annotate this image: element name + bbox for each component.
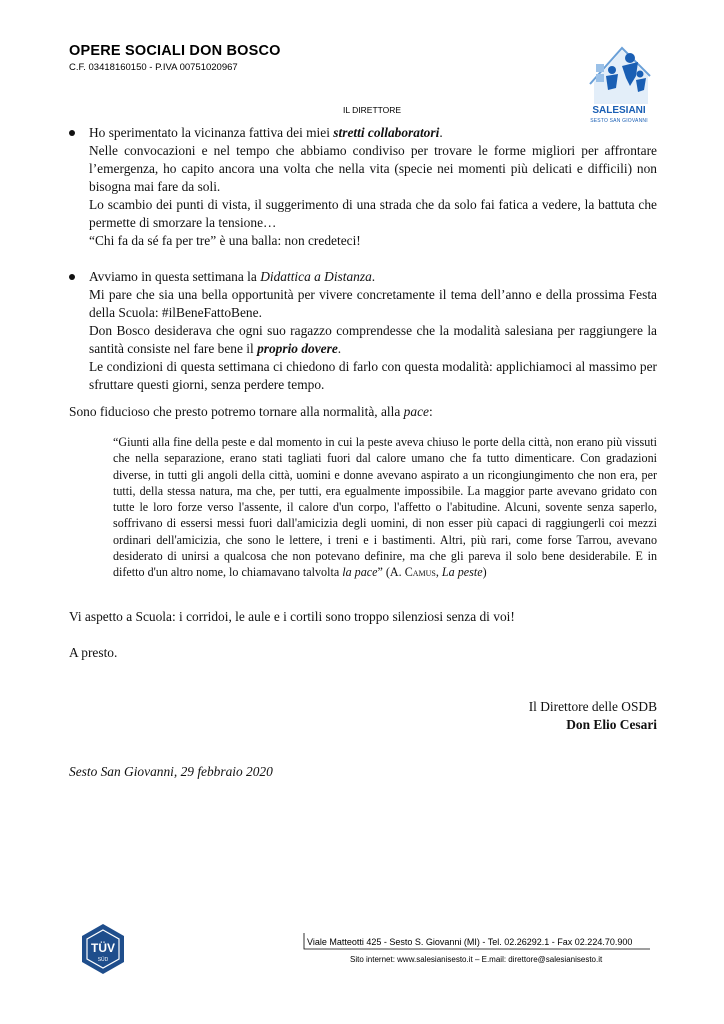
organization-name: OPERE SOCIALI DON BOSCO [69,43,281,59]
bullet-line: Ho sperimentato la vicinanza fattiva dei miei stretti collaboratori. [89,125,443,140]
bullet-icon [69,274,75,280]
document-role: IL DIRETTORE [343,105,402,115]
tuv-certification-icon [76,922,130,976]
bullet-item [69,124,657,250]
logo-subtext: SESTO SAN GIOVANNI [590,118,648,124]
document-date: Sesto San Giovanni, 29 febbraio 2020 [69,764,273,779]
tuv-badge-subtext: SÜD [97,957,109,963]
tuv-badge-text: TÜV [91,941,115,955]
tax-info: C.F. 03418160150 - P.IVA 00751020967 [69,62,238,73]
footer-address: Viale Matteotti 425 - Sesto S. Giovanni (MI) - Tel. 02.26292.1 - Fax 02.224.70.900 [307,937,633,947]
logo-text: SALESIANI [592,105,646,116]
bullet-line: Nelle convocazioni e nel tempo che abbiamo condiviso per trovare le forme migliori per affrontare l’emergenza, ho capito ancora una volta che nella vita (specie nei momenti più delicati e difficili) non bisogna mai fare da soli. [89,143,657,194]
bullet-line: Le condizioni di questa settimana ci chiedono di farlo con questa modalità: applichiamoci al massimo per sfruttare questi giorni, senza perdere tempo. [89,359,657,392]
closing-paragraph: Vi aspetto a Scuola: i corridoi, le aule e i cortili sono troppo silenziosi senza di voi! [69,609,515,624]
bullet-line: “Chi fa da sé fa per tre” è una balla: non credeteci! [89,233,361,248]
bullet-line: Mi pare che sia una bella opportunità per vivere concretamente il tema dell’anno e della prossima Festa della Scuola: #ilBeneFattoBene. [89,287,657,320]
bullet-item [69,268,657,394]
footer-web: Sito internet: www.salesianisesto.it – E.mail: direttore@salesianisesto.it [350,955,603,964]
signature-name: Don Elio Cesari [566,717,657,732]
bullet-line: Avviamo in questa settimana la Didattica a Distanza. [89,269,376,284]
lead-paragraph: Sono fiducioso che presto potremo tornare alla normalità, alla pace: [69,404,433,419]
farewell: A presto. [69,645,118,660]
block-quote: “Giunti alla fine della peste e dal momento in cui la peste aveva chiuso le porte della città, non erano più vissuti che nella separazione, erano stati tagliati fuori dal calore umano che fa tutto dimenticare. Con gradazioni diverse, in tutti gli angoli della città, uomini e donne avevano aspirato a un ricongiungimento che non era, per tutti, della stessa natura, ma che, per tutti, era egualmente impossibile. La maggior parte avevano gridato con tutte le loro forze verso l'assente, il calore d'un corpo, l'affetto o l'abitudine. Alcuni, sovente senza saperlo, soffrivano di essersi messi fuori dall'amicizia degli uomini, di non esser più capaci di raggiungerli coi mezzi ordinari dell'amicizia, che sono le lettere, i treni e i bastimenti. Altri, più rari, come forse Tarrou, avevano desiderato di unirsi a qualcosa che non potevano definire, ma che gli pareva il solo bene desiderabile. E in difetto d'un altro nome, lo chiamavano talvolta la pace” (A. Camus, La peste) [113,435,657,580]
bullet-icon [69,130,75,136]
bullet-line: Lo scambio dei punti di vista, il suggerimento di una strada che da solo fai fatica a vedere, la battuta che permette di smorzare la tensione… [89,197,657,230]
signature-block [529,698,657,734]
bullet-list [69,124,657,394]
signature-title: Il Direttore delle OSDB [528,699,657,714]
bullet-line: Don Bosco desiderava che ogni suo ragazzo comprendesse che la modalità salesiana per raggiungere la santità consiste nel fare bene il proprio dovere. [89,323,657,356]
